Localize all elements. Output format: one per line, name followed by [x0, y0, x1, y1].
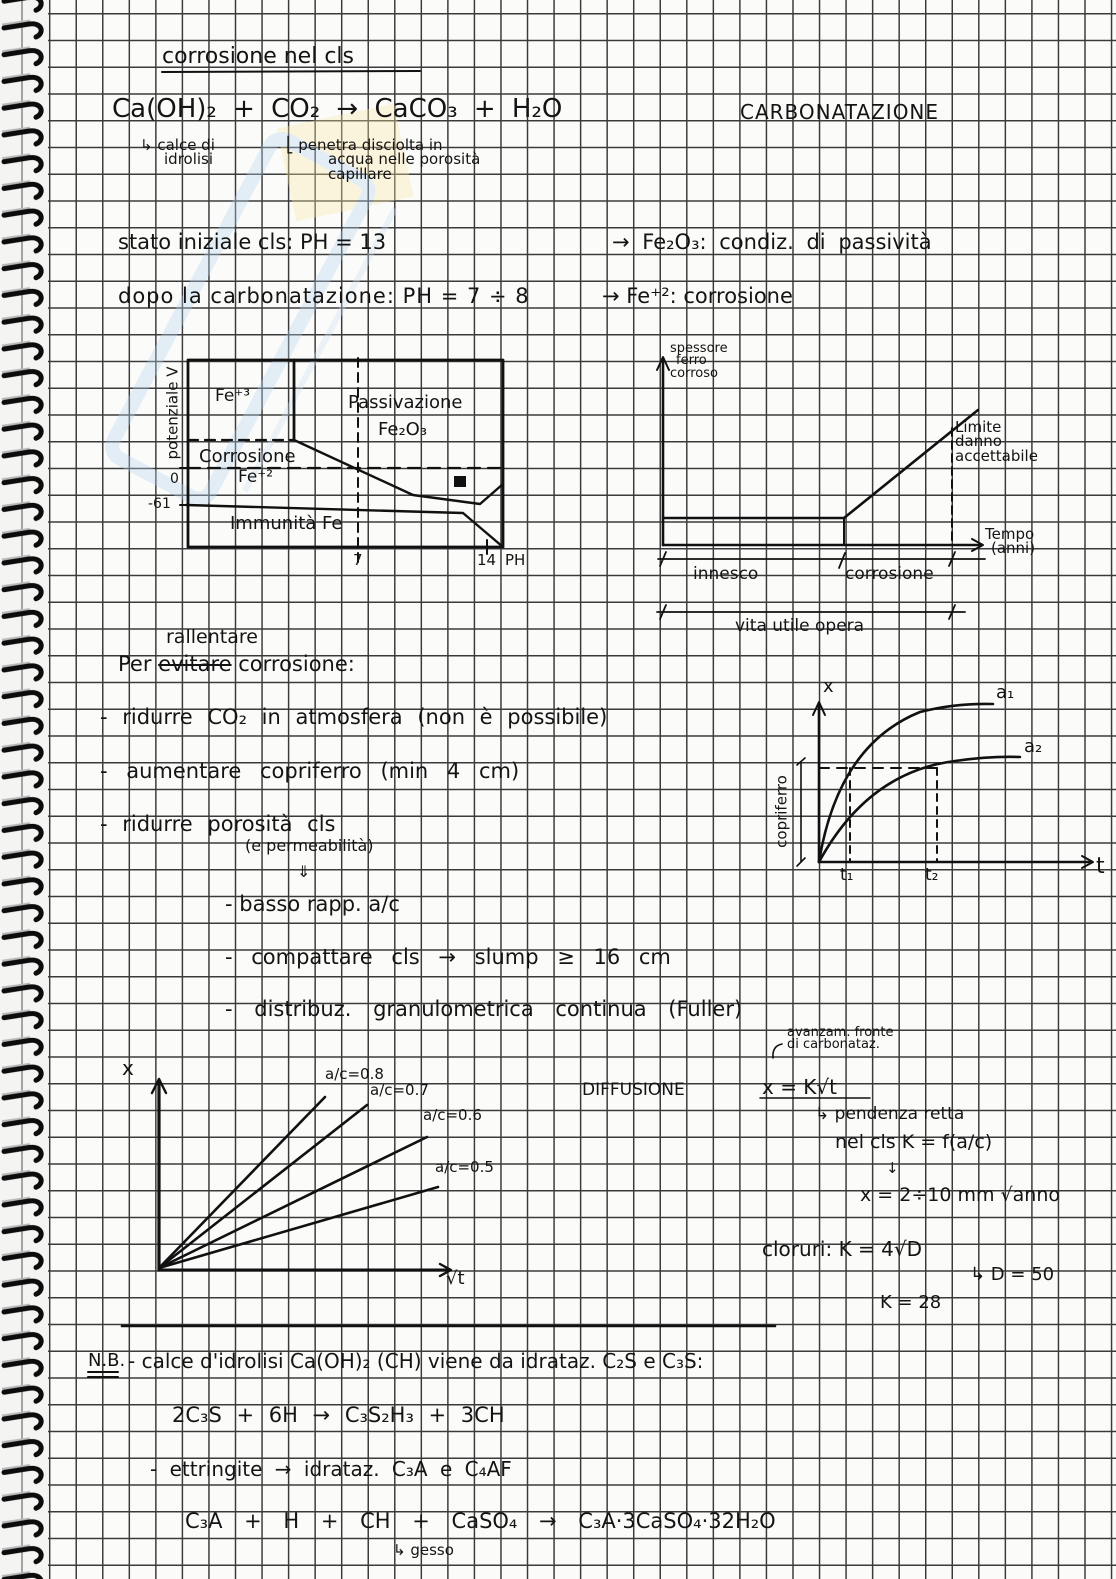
cover-chart-x-label: t [1096, 854, 1105, 879]
reactant-note-line: ↳ calce di [140, 136, 215, 154]
co2-note-line: capillare [328, 164, 392, 183]
cover-depth-chart [797, 702, 1093, 868]
pourbaix-passivation-species: Fe₂O₃ [378, 419, 428, 440]
co2-note [286, 138, 480, 181]
reactant-note [140, 138, 215, 167]
limit-label-line: Limite [955, 418, 1002, 436]
nb-line-1: - calce d'idrolisi Ca(OH)₂ (CH) viene da idrataz. C₂S e C₃S: [128, 1349, 704, 1373]
chlorides-formula: cloruri: K = 4√D [762, 1237, 923, 1261]
d-value: ↳ D = 50 [970, 1264, 1055, 1285]
service-life-label: vita utile opera [735, 616, 865, 636]
pourbaix-region-passivation: Passivazione [348, 392, 463, 413]
wc-chart-y-label: x [122, 1056, 134, 1080]
pourbaix-region-fe3: Fe⁺³ [215, 386, 251, 406]
page-title: corrosione nel cls [162, 44, 354, 69]
x-label-line: Tempo [985, 525, 1035, 543]
pourbaix-y-tick-low: -61 [148, 496, 171, 512]
nb-line-2: - ettringite → idrataz. C₃A e C₄AF [150, 1457, 512, 1481]
wc-chart-x-label: √t [446, 1268, 465, 1289]
carbonation-reaction: Ca(OH)₂ + CO₂ → CaCO₃ + H₂O [112, 94, 563, 124]
wc-line-label: a/c=0.6 [423, 1106, 482, 1124]
phase-initiation: innesco [693, 564, 759, 584]
pourbaix-x-tick-14: 14 [477, 551, 497, 569]
cover-chart-y-label: x [823, 676, 834, 697]
nb-equation-2: C₃A + H + CH + CaSO₄ → C₃A·3CaSO₄·32H₂O [185, 1509, 776, 1533]
k-note: nel cls K = f(a/c) [835, 1131, 993, 1153]
pourbaix-region-corrosion: Corrosione [199, 446, 296, 467]
pourbaix-y-tick-zero: 0 [170, 471, 179, 487]
heading-insert: rallentare [166, 626, 258, 648]
nb-equation-1: 2C₃S + 6H → C₃S₂H₃ + 3CH [172, 1403, 505, 1427]
carbonation-label: CARBONATAZIONE [740, 100, 940, 124]
co2-note-line: acqua nelle porosità [328, 150, 481, 169]
pourbaix-corrosion-species: Fe⁺² [238, 467, 274, 487]
heading-suffix: corrosione: [238, 652, 355, 676]
k-down-arrow: ↓ [886, 1159, 899, 1177]
prevention-item: - ridurre CO₂ in atmosfera (non è possibile) [100, 705, 608, 729]
nb-label: N.B. [88, 1350, 126, 1371]
initial-state: stato iniziale cls: PH = 13 [118, 230, 387, 254]
pourbaix-y-label: potenziale V [163, 366, 182, 460]
limit-label-line: accettabile [955, 446, 1038, 465]
heading-struck-word: evitare [158, 652, 232, 676]
copriferro-label: copriferro [772, 775, 791, 848]
wc-ratio-chart [152, 1079, 451, 1276]
carbonated-state-result: → Fe⁺²: corrosione [602, 284, 793, 308]
heading-prefix: Per [118, 652, 152, 676]
pourbaix-region-immunity: Immunità Fe [230, 513, 343, 534]
prevention-sub-item: - basso rapp. a/c [225, 892, 400, 916]
t2-label: t₂ [925, 865, 939, 885]
wc-line-label: a/c=0.8 [325, 1065, 384, 1083]
gypsum-note: ↳ gesso [393, 1541, 454, 1559]
curve-a2-label: a₂ [1024, 736, 1043, 757]
initial-state-result: → Fe₂O₃: condiz. di passività [612, 230, 932, 254]
co2-note-line: ⎣ penetra disciolta in [286, 136, 443, 154]
t1-label: t₁ [840, 865, 854, 885]
pourbaix-x-tick-7: 7 [353, 551, 363, 569]
carbonated-state: dopo la carbonatazione: PH = 7 ÷ 8 [118, 284, 530, 308]
title-underline [162, 71, 420, 72]
acceptable-damage-limit-label [955, 420, 1038, 463]
corrosion-y-label-line: ferro [676, 353, 707, 369]
prevention-heading [118, 654, 355, 675]
prevention-item: - aumentare copriferro (min 4 cm) [100, 759, 520, 783]
reactant-note-line: idrolisi [164, 150, 214, 169]
limit-label-line: danno [955, 432, 1002, 451]
curve-a1-label: a₁ [996, 682, 1015, 703]
slope-note: ↳ pendenza retta [815, 1104, 965, 1124]
carbonation-front-note [787, 1027, 894, 1052]
prevention-sub-item: - distribuz. granulometrica continua (Fuller) [225, 997, 743, 1021]
porosity-note: (e permeabilità) [245, 836, 374, 855]
front-note-line: di carbonataz. [787, 1037, 880, 1053]
spiral-binding [0, 0, 48, 1579]
diffusion-label: DIFFUSIONE [582, 1080, 685, 1100]
wc-line-label: a/c=0.7 [370, 1081, 429, 1099]
front-note-line: avanzam. fronte [787, 1025, 894, 1040]
prevention-sub-item: - compattare cls → slump ≥ 16 cm [225, 945, 671, 969]
carbonation-rate-range: x = 2÷10 mm √anno [860, 1184, 1060, 1206]
x-label-line: (anni) [991, 539, 1036, 558]
corrosion-y-label [670, 343, 728, 380]
corrosion-y-label-line: spessore [670, 341, 728, 356]
diffusion-formula: x = K√t [762, 1075, 838, 1099]
front-note-arrow [773, 1044, 782, 1058]
k-value: K = 28 [880, 1292, 942, 1313]
corrosion-x-label [985, 527, 1035, 556]
down-arrow: ⇓ [297, 862, 311, 881]
phase-corrosion: corrosione [845, 564, 934, 584]
pourbaix-x-label: PH [505, 551, 526, 569]
prevention-item: - ridurre porosità cls [100, 812, 336, 836]
corrosion-y-label-line: corroso [670, 365, 718, 381]
wc-line-label: a/c=0.5 [435, 1158, 494, 1176]
